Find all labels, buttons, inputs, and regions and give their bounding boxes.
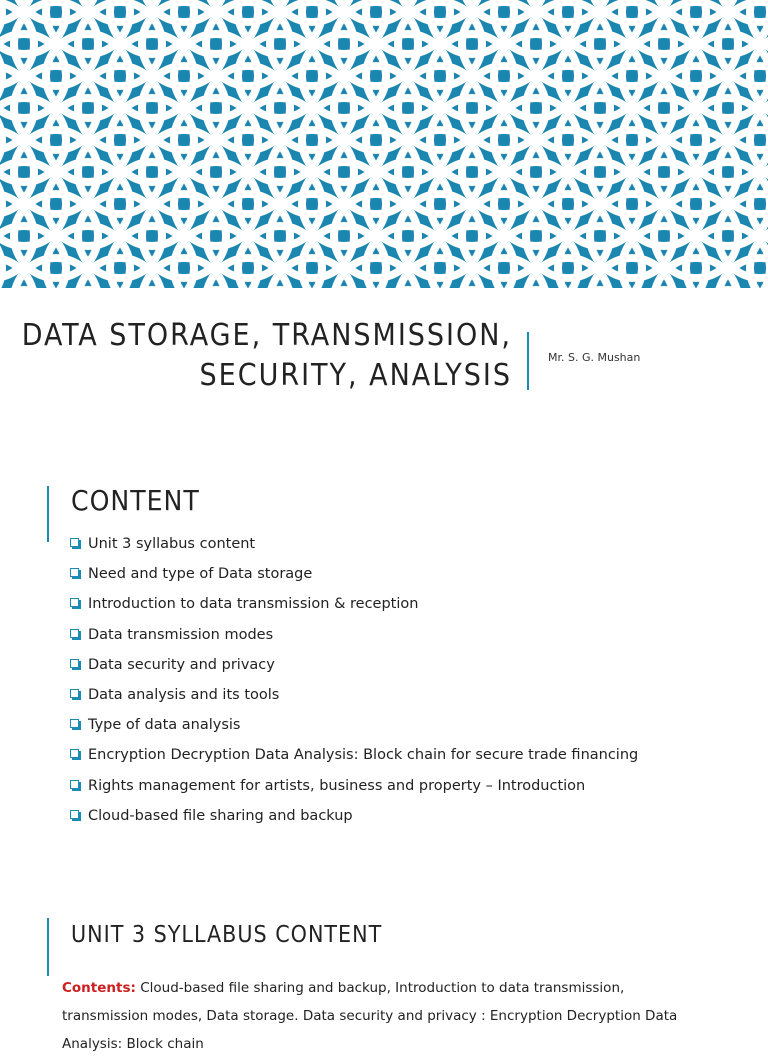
content-slide bbox=[0, 438, 768, 878]
square-bullet-icon bbox=[70, 598, 79, 607]
syllabus-text: Cloud-based file sharing and backup, Introduction to data transmission, transmission modes, Data storage. Data security and privacy : Encryption Decryption Data Analysis: Block chain bbox=[62, 980, 678, 1052]
square-bullet-icon bbox=[70, 538, 79, 547]
title-divider bbox=[527, 332, 529, 390]
list-item bbox=[70, 776, 638, 806]
title-line-2: SECURITY, ANALYSIS bbox=[199, 358, 512, 393]
syllabus-slide bbox=[0, 878, 768, 1052]
content-heading: CONTENT bbox=[71, 484, 200, 517]
list-item-text: Cloud-based file sharing and backup bbox=[88, 807, 353, 824]
interlocking-circles-pattern-icon bbox=[0, 0, 768, 288]
list-item-text: Data analysis and its tools bbox=[88, 686, 280, 703]
square-bullet-icon bbox=[70, 568, 79, 577]
list-item-text: Type of data analysis bbox=[88, 717, 241, 734]
list-item bbox=[70, 745, 638, 775]
list-item bbox=[70, 655, 638, 685]
square-bullet-icon bbox=[70, 629, 79, 638]
square-bullet-icon bbox=[70, 659, 79, 668]
list-item-text: Unit 3 syllabus content bbox=[88, 536, 256, 552]
list-item-text: Encryption Decryption Data Analysis: Block chain for secure trade financing bbox=[88, 747, 639, 764]
square-bullet-icon bbox=[70, 689, 79, 698]
list-item bbox=[70, 685, 638, 715]
contents-label: Contents: bbox=[62, 980, 136, 996]
banner-pattern bbox=[0, 0, 768, 288]
title-line-1: DATA STORAGE, TRANSMISSION, bbox=[21, 318, 512, 353]
list-item-text: Introduction to data transmission & reception bbox=[88, 596, 419, 613]
syllabus-accent-bar bbox=[47, 918, 49, 976]
syllabus-heading: UNIT 3 SYLLABUS CONTENT bbox=[71, 922, 383, 948]
content-accent-bar bbox=[47, 486, 49, 542]
author-name: Mr. S. G. Mushan bbox=[548, 351, 641, 364]
list-item bbox=[70, 806, 638, 836]
list-item-text: Data security and privacy bbox=[88, 656, 275, 673]
title-slide bbox=[0, 288, 768, 438]
list-item bbox=[70, 625, 638, 655]
list-item bbox=[70, 534, 638, 564]
square-bullet-icon bbox=[70, 749, 79, 758]
square-bullet-icon bbox=[70, 719, 79, 728]
page-title bbox=[22, 316, 512, 396]
list-item-text: Need and type of Data storage bbox=[88, 566, 313, 583]
syllabus-paragraph bbox=[62, 974, 702, 1058]
content-list bbox=[70, 534, 638, 836]
list-item-text: Rights management for artists, business and property – Introduction bbox=[88, 777, 586, 794]
square-bullet-icon bbox=[70, 780, 79, 789]
list-item bbox=[70, 594, 638, 624]
list-item bbox=[70, 564, 638, 594]
list-item-text: Data transmission modes bbox=[88, 626, 274, 643]
square-bullet-icon bbox=[70, 810, 79, 819]
list-item bbox=[70, 715, 638, 745]
